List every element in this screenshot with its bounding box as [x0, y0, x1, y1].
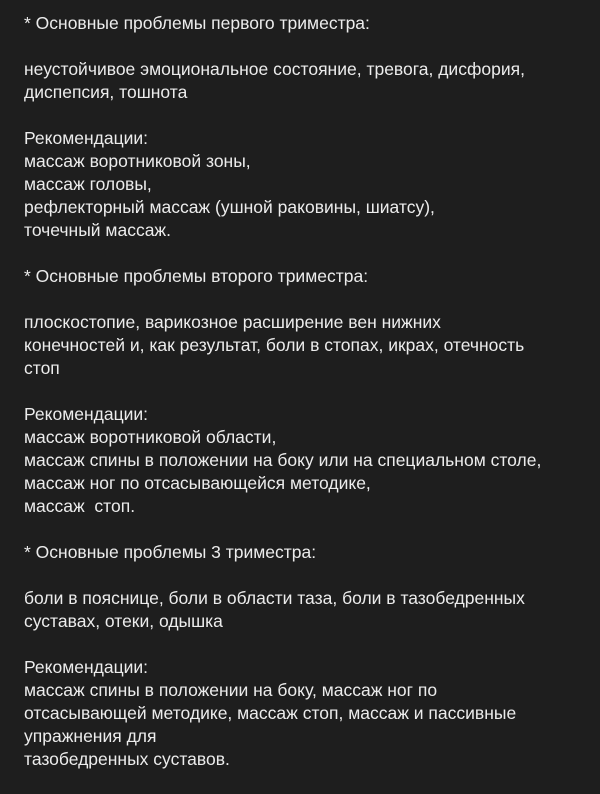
problems-line: плоскостопие, варикозное расширение вен нижних: [24, 312, 441, 332]
recommendation-line: массаж стоп.: [24, 496, 136, 516]
recommendation-line: тазобедренных суставов.: [24, 749, 230, 769]
recommendation-line: упражнения для: [24, 726, 157, 746]
problems-line: суставах, отеки, одышка: [24, 611, 223, 631]
spacer: [24, 35, 600, 58]
spacer: [24, 288, 600, 311]
problems-line: стоп: [24, 358, 60, 378]
section-heading: * Основные проблемы 3 триместра:: [24, 542, 317, 562]
recommendation-line: массаж ног по отсасывающейся методике,: [24, 473, 371, 493]
recommendation-line: массаж спины в положении на боку или на специальном столе,: [24, 450, 542, 470]
recommendation-line: рефлекторный массаж (ушной раковины, шиатсу),: [24, 197, 435, 217]
recommendations-title: Рекомендации:: [24, 404, 149, 424]
recommendation-line: массаж головы,: [24, 174, 152, 194]
problems-line: диспепсия, тошнота: [24, 82, 188, 102]
recommendations-title: Рекомендации:: [24, 657, 149, 677]
recommendations-title: Рекомендации:: [24, 128, 149, 148]
recommendation-line: отсасывающей методике, массаж стоп, массаж и пассивные: [24, 703, 517, 723]
section-heading: * Основные проблемы второго триместра:: [24, 266, 369, 286]
recommendation-line: массаж воротниковой области,: [24, 427, 277, 447]
recommendation-line: массаж воротниковой зоны,: [24, 151, 251, 171]
spacer: [24, 242, 600, 265]
spacer: [24, 564, 600, 587]
spacer: [24, 104, 600, 127]
recommendation-line: точечный массаж.: [24, 220, 171, 240]
spacer: [24, 380, 600, 403]
recommendation-line: массаж спины в положении на боку, массаж ног по: [24, 680, 438, 700]
problems-line: конечностей и, как результат, боли в стопах, икрах, отечность: [24, 335, 525, 355]
spacer: [24, 633, 600, 656]
problems-line: неустойчивое эмоциональное состояние, тревога, дисфория,: [24, 59, 525, 79]
section-heading: * Основные проблемы первого триместра:: [24, 13, 370, 33]
spacer: [24, 518, 600, 541]
problems-line: боли в пояснице, боли в области таза, боли в тазобедренных: [24, 588, 525, 608]
